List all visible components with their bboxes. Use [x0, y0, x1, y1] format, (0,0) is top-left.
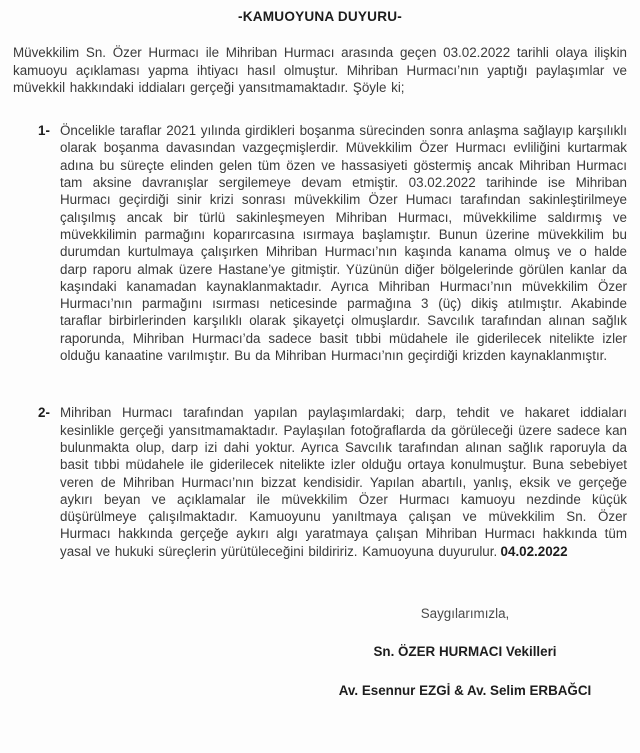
- item-2-text: [60, 404, 627, 560]
- signature-attorneys: Av. Esennur EZGİ & Av. Selim ERBAĞCI: [338, 682, 592, 698]
- list-item-2: [38, 404, 627, 560]
- document-title: -KAMUOYUNA DUYURU-: [238, 9, 402, 24]
- signature-closing: Saygılarımızla,: [420, 606, 510, 622]
- announcement-date: 04.02.2022: [500, 543, 568, 559]
- item-1-number: 1-: [38, 123, 50, 139]
- list-item-1: [38, 122, 627, 364]
- signature-block: [315, 605, 615, 699]
- signature-principal: Sn. ÖZER HURMACI Vekilleri: [373, 644, 557, 660]
- intro-paragraph: Müvekkilim Sn. Özer Hurmacı ile Mihriban Hurmacı arasında geçen 03.02.2022 tarihli olaya ilişkin kamuoyu açıklaması yapma ihtiyacı hasıl olmuştur. Mihriban Hurmacı’nın yaptığı paylaşımlar ve müvekkil hakkındaki iddiaları gerçeği yansıtmamaktadır. Şöyle ki;: [13, 45, 627, 95]
- item-1-body-text: Öncelikle taraflar 2021 yılında girdikleri boşanma sürecinden sonra anlaşma sağlayıp karşılıklı olarak boşanma davasından vazgeçmişlerdir. Müvekkilim Özer Hurmacı evliliğini kurtarmak adına bu süreçte elinden gelen tüm özen ve hassasiyeti göstermiş ancak Mihriban Hurmacı tam aksine davranışlar sergilemeye devam etmiştir. 03.02.2022 tarihinde ise Mihriban Hurmacı geçirdiği sinir krizi sonrası müvekkilim Özer Humacı tarafından sakinleştirilmeye çalışılmış ancak bir türlü sakinleşmeyen Mihriban Hurmacı, müvekkilime saldırmış ve müvekkilimin parmağını koparırcasına ısırmaya başlamıştır. Bunun üzerine müvekkilim bu durumdan kurtulmaya çalışırken Mihriban Hurmacı’nın kaşında kanama olmuş ve o halde darp raporu almak üzere Hastane’ye gitmiştir. Yüzünün diğer bölgelerinde görülen kanlar da kaşındaki kanamadan kaynaklanmaktadır. Ayrıca Mihriban Hurmacı’nın müvekkilim Özer Hurmacı’nın parmağını ısırması neticesinde parmağına 3 (üç) dikiş atılmıştır. Akabinde taraflar birbirlerinden karşılıklı olarak şikayetçi olmuşlardır. Savcılık tarafından alınan sağlık raporunda, Mihriban Hurmacı’da sadece basit tıbbi müdahele ile giderilecek nitelikte izler olduğu kanaatine varılmıştır. Bu da Mihriban Hurmacı’nın geçirdiği krizden kaynaklanmıştır.: [60, 123, 627, 364]
- item-2-number: 2-: [38, 405, 50, 421]
- item-2-body-text: Mihriban Hurmacı tarafından yapılan paylaşımlardaki; darp, tehdit ve hakaret iddiaları kesinlikle gerçeği yansıtmamaktadır. Paylaşılan fotoğraflarda da görüleceği üzere sadece kan bulunmakta olup, darp izi dahi yoktur. Ayrıca Savcılık tarafından alınan sağlık raporuyla da basit tıbbi müdahele ile giderilecek nitelikte izler olduğu ortaya konulmuştur. Buna sebebiyet veren de Mihriban Hurmacı’nın bizzat kendisidir. Yapılan abartılı, yanlış, eksik ve gerçeğe aykırı beyan ve açıklamalar ile müvekkilim Özer Hurmacı kamuoyu nezdinde küçük düşürülmeye çalışılmaktadır. Kamuoyunu yanıltmaya çalışan ve müvekkilim Sn. Özer Hurmacı hakkında gerçeğe aykırı algı yaratmaya çalışan Mihriban Hurmacı hakkında tüm yasal ve hukuki süreçlerin yürütüleceğini bildiririz. Kamuoyuna duyurulur.: [60, 405, 627, 559]
- item-1-text: [60, 122, 627, 364]
